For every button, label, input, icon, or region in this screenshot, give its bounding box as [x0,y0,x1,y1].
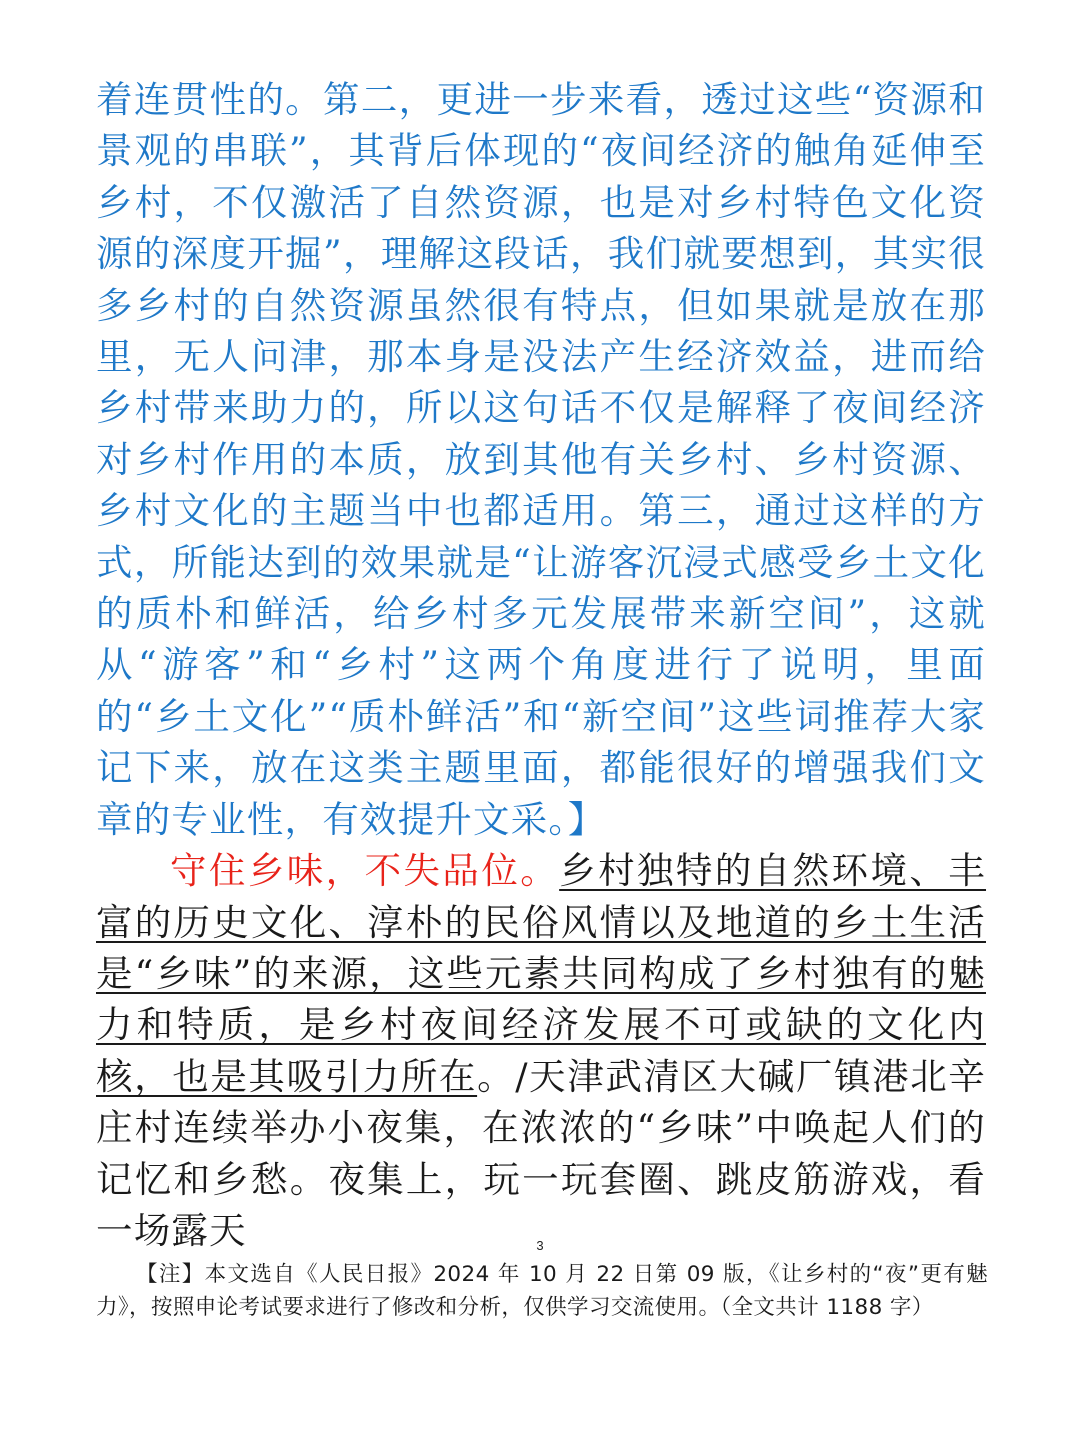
source-note: 【注】本文选自《人民日报》2024 年 10 月 22 日第 09 版，《让乡村的“夜”更有魅力》，按照申论考试要求进行了修改和分析，仅供学习交流使用。（全文共计 1188 字） [96,1262,988,1320]
document-page [96,74,986,1256]
body-paragraph [96,845,986,1256]
section-heading: 守住乡味，不失品位。 [170,849,560,893]
underlined-key-sentence: 乡村独特的自然环境、丰富的历史文化、淳朴的民俗风情以及地道的乡土生活是“乡味”的来源，这些元素共同构成了乡村独有的魅力和特质，是乡村夜间经济发展不可或缺的文化内核，也是其吸引力所在 [96,849,987,1098]
page-number: 3 [536,1238,544,1253]
analysis-paragraph: 着连贯性的。第二，更进一步来看，透过这些“资源和景观的串联”，其背后体现的“夜间经济的触角延伸至乡村，不仅激活了自然资源，也是对乡村特色文化资源的深度开掘”，理解这段话，我们就要想到，其实很多乡村的自然资源虽然很有特点，但如果就是放在那里，无人问津，那本身是没法产生经济效益，进而给乡村带来助力的，所以这句话不仅是解释了夜间经济对乡村作用的本质，放到其他有关乡村、乡村资源、乡村文化的主题当中也都适用。第三，通过这样的方式，所能达到的效果就是“让游客沉浸式感受乡土文化的质朴和鲜活，给乡村多元发展带来新空间”，这就从“游客”和“乡村”这两个角度进行了说明，里面的“乡土文化”“质朴鲜活”和“新空间”这些词推荐大家记下来，放在这类主题里面，都能很好的增强我们文章的专业性，有效提升文采。】 [96,78,986,841]
body-paragraph-rest: 。/天津武清区大碱厂镇港北辛庄村连续举办小夜集，在浓浓的“乡味”中唤起人们的记忆和乡愁。夜集上，玩一玩套圈、跳皮筋游戏，看一场露天 [96,1054,986,1252]
